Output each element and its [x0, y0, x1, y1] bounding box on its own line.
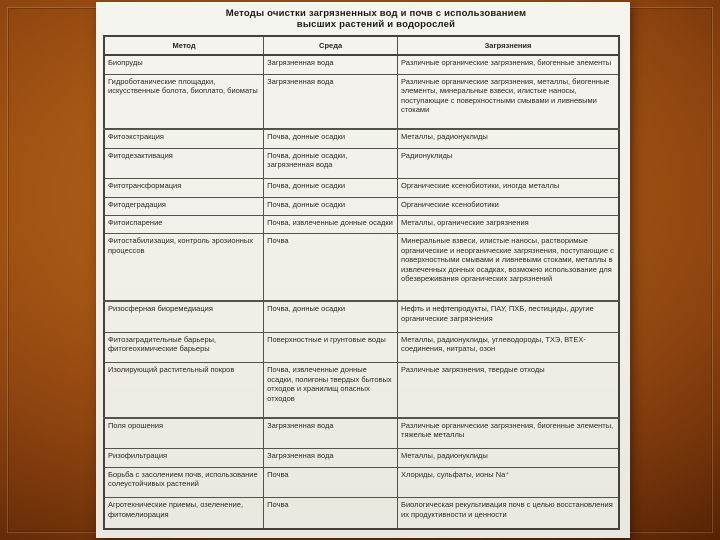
medium-cell: Почва: [264, 467, 398, 497]
method-cell: Гидроботанические площадки, искусственные болота, биоплато, биоматы: [104, 74, 264, 129]
medium-cell: Загрязненная вода: [264, 418, 398, 449]
header-row: [104, 36, 619, 55]
table-row: [104, 234, 619, 301]
table-row: [104, 418, 619, 449]
header-medium: Среда: [264, 36, 398, 55]
medium-cell: Почва, извлеченные донные осадки: [264, 216, 398, 234]
method-cell: Фитодезактивация: [104, 148, 264, 178]
contaminants-cell: Органические ксенобиотики: [398, 197, 619, 215]
table-row: [104, 197, 619, 215]
contaminants-cell: Различные органические загрязнения, биогенные элементы: [398, 55, 619, 74]
table-row: [104, 148, 619, 178]
contaminants-cell: Нефть и нефтепродукты, ПАУ, ПХБ, пестициды, другие органические загрязнения: [398, 301, 619, 332]
method-cell: Агротехнические приемы, озеленение, фитомелиорация: [104, 498, 264, 529]
medium-cell: Загрязненная вода: [264, 55, 398, 74]
header-contaminants: Загрязнения: [398, 36, 619, 55]
contaminants-cell: Радионуклиды: [398, 148, 619, 178]
contaminants-cell: Металлы, органические загрязнения: [398, 216, 619, 234]
method-cell: Фитоэкстракция: [104, 129, 264, 148]
table-row: [104, 449, 619, 467]
header-method: Метод: [104, 36, 264, 55]
method-cell: Биопруды: [104, 55, 264, 74]
method-cell: Фитостабилизация, контроль эрозионных процессов: [104, 234, 264, 301]
title-line-1: Методы очистки загрязненных вод и почв с использованием: [225, 8, 527, 19]
medium-cell: Почва, извлеченные донные осадки, полигоны твердых бытовых отходов и хранилищ опасных отходов: [264, 363, 398, 418]
contaminants-cell: Минеральные взвеси, илистые наносы, растворимые органические и неорганические загрязнения, поступающие с поверхностными смывами и ливневыми стоками, металлы в извлеченных донных осадках, возможно использование для обезвреживания органических загрязнений: [398, 234, 619, 301]
table-row: [104, 129, 619, 148]
medium-cell: Почва, донные осадки, загрязненная вода: [264, 148, 398, 178]
medium-cell: Почва, донные осадки: [264, 179, 398, 197]
medium-cell: Почва, донные осадки: [264, 301, 398, 332]
table-row: [104, 179, 619, 197]
table-row: [104, 216, 619, 234]
slide-title: [133, 8, 619, 30]
table-row: [104, 498, 619, 529]
method-cell: Фитоиспарение: [104, 216, 264, 234]
method-cell: Поля орошения: [104, 418, 264, 449]
method-cell: Борьба с засолением почв, использование солеустойчивых растений: [104, 467, 264, 497]
table-row: [104, 55, 619, 74]
contaminants-cell: Различные органические загрязнения, биогенные элементы, тяжелые металлы: [398, 418, 619, 449]
table-row: [104, 74, 619, 129]
contaminants-cell: Металлы, радионуклиды: [398, 449, 619, 467]
table-row: [104, 363, 619, 418]
method-cell: Фитозаградительные барьеры, фитогеохимические барьеры: [104, 332, 264, 362]
method-cell: Ризофильтрация: [104, 449, 264, 467]
method-cell: Изолирующий растительный покров: [104, 363, 264, 418]
contaminants-cell: Металлы, радионуклиды, углеводороды, ТХЭ, ВТЕХ-соединения, нитраты, озон: [398, 332, 619, 362]
table-row: [104, 332, 619, 362]
contaminants-cell: Металлы, радионуклиды: [398, 129, 619, 148]
contaminants-cell: Биологическая рекультивация почв с целью восстановления их продуктивности и ценности: [398, 498, 619, 529]
methods-table-body: [104, 55, 619, 529]
medium-cell: Загрязненная вода: [264, 449, 398, 467]
contaminants-cell: Различные органические загрязнения, металлы, биогенные элементы, минеральные взвеси, илистые наносы, поступающие с поверхностными смывами и ливневыми стоками: [398, 74, 619, 129]
medium-cell: Почва, донные осадки: [264, 129, 398, 148]
scanned-table-image: [96, 2, 630, 538]
title-line-2: высших растений и водорослей: [296, 19, 456, 30]
table-row: [104, 301, 619, 332]
method-cell: Фитодеградация: [104, 197, 264, 215]
contaminants-cell: Органические ксенобиотики, иногда металлы: [398, 179, 619, 197]
medium-cell: Почва: [264, 498, 398, 529]
contaminants-cell: Различные загрязнения, твердые отходы: [398, 363, 619, 418]
methods-table: [103, 35, 620, 530]
contaminants-cell: Хлориды, сульфаты, ионы Na⁺: [398, 467, 619, 497]
table-row: [104, 467, 619, 497]
method-cell: Ризосферная биоремедиация: [104, 301, 264, 332]
medium-cell: Почва, донные осадки: [264, 197, 398, 215]
method-cell: Фитотрансформация: [104, 179, 264, 197]
medium-cell: Загрязненная вода: [264, 74, 398, 129]
medium-cell: Поверхностные и грунтовые воды: [264, 332, 398, 362]
medium-cell: Почва: [264, 234, 398, 301]
